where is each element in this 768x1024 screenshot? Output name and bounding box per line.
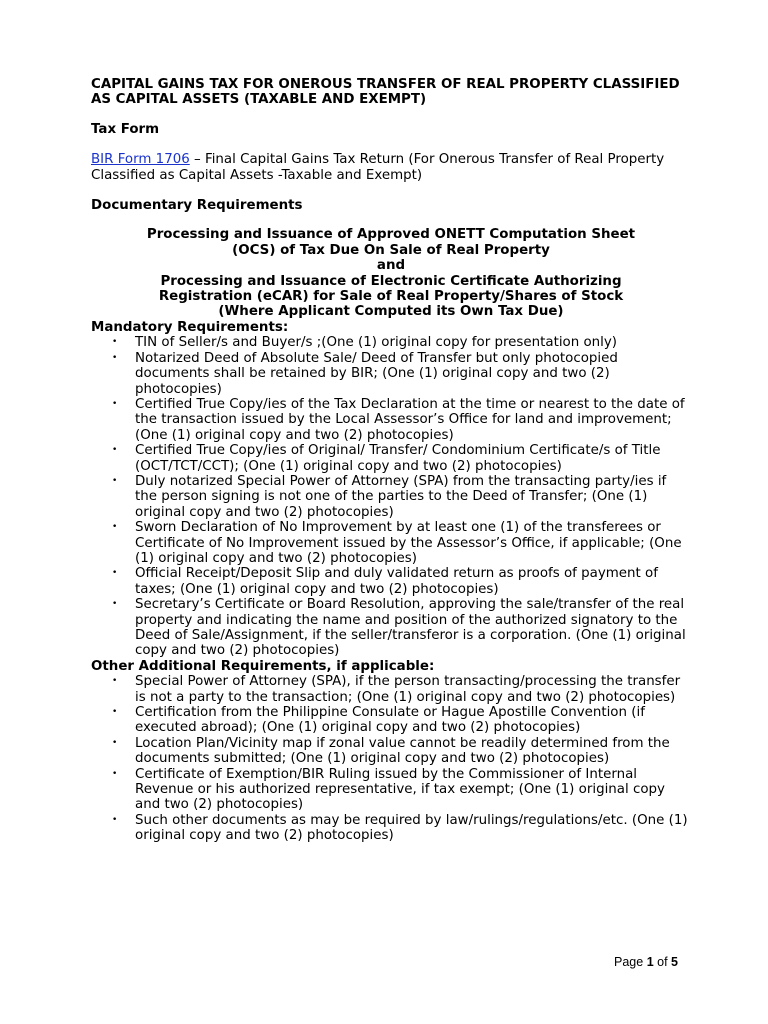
list-item bbox=[112, 766, 691, 813]
total-pages-number: 5 bbox=[671, 955, 678, 969]
mandatory-requirements-heading: Mandatory Requirements: bbox=[91, 319, 289, 335]
list-item-text: Certification from the Philippine Consulate or Hague Apostille Convention (if executed abroad); (One (1) original copy and two (2) photocopies) bbox=[135, 705, 645, 736]
list-item-text: Certified True Copy/ies of the Tax Declaration at the time or nearest to the date of the transaction issued by the Local Assessor’s Office for land and improvement; (One (1) original copy and two (2) photocopies) bbox=[135, 396, 685, 443]
list-item-text: Duly notarized Special Power of Attorney (SPA) from the transacting party/ies if the person signing is not one of the parties to the Deed of Transfer; (One (1) original copy and two (2) photocopies) bbox=[135, 473, 667, 520]
tax-form-paragraph bbox=[91, 152, 691, 183]
list-item bbox=[112, 520, 691, 566]
list-item-text: Certified True Copy/ies of Original/ Transfer/ Condominium Certificate/s of Title (OCT/TCT/CCT); (One (1) original copy and two (2) photocopies) bbox=[135, 443, 661, 474]
tax-form-heading: Tax Form bbox=[91, 122, 160, 138]
list-item-text: Secretary’s Certificate or Board Resolution, approving the sale/transfer of the real property and indicating the name and position of the authorized signatory to the Deed of Sale/Assignment, if the seller/transferor is a corporation. (One (1) original copy and two (2) photocopies) bbox=[135, 597, 686, 659]
bullet-icon: • bbox=[112, 475, 118, 486]
list-item bbox=[112, 812, 691, 844]
list-item-text: TIN of Seller/s and Buyer/s ;(One (1) original copy for presentation only) bbox=[135, 335, 618, 351]
bir-form-1706-link[interactable]: BIR Form 1706 bbox=[91, 152, 190, 168]
list-item bbox=[112, 597, 691, 659]
documentary-requirements-heading: Documentary Requirements bbox=[91, 197, 303, 213]
page-label: Page bbox=[614, 955, 644, 969]
list-item bbox=[112, 674, 691, 705]
list-item bbox=[112, 396, 691, 443]
mandatory-requirements-list bbox=[91, 335, 691, 659]
bullet-icon: • bbox=[112, 768, 118, 779]
list-item bbox=[112, 705, 691, 736]
process-title-line: Processing and Issuance of Electronic Certificate Authorizing bbox=[160, 273, 622, 289]
bullet-icon: • bbox=[112, 522, 118, 533]
list-item-text: Official Receipt/Deposit Slip and duly validated return as proofs of payment of taxes; (One (1) original copy and two (2) photocopies) bbox=[135, 566, 658, 597]
list-item bbox=[112, 335, 691, 351]
list-item-text: Certificate of Exemption/BIR Ruling issued by the Commissioner of Internal Revenue or his authorized representative, if tax exempt; (One (1) original copy and two (2) photocopies) bbox=[135, 766, 665, 813]
bullet-icon: • bbox=[112, 707, 118, 718]
list-item bbox=[112, 566, 691, 597]
process-title-line: and bbox=[376, 258, 406, 274]
bullet-icon: • bbox=[112, 445, 118, 456]
additional-requirements-list bbox=[91, 674, 691, 843]
bullet-icon: • bbox=[112, 737, 118, 748]
process-title-line: (OCS) of Tax Due On Sale of Real Property bbox=[232, 242, 550, 258]
list-item bbox=[112, 473, 691, 520]
list-item-text: Such other documents as may be required by law/rulings/regulations/etc. (One (1) original copy and two (2) photocopies) bbox=[135, 812, 688, 844]
bullet-icon: • bbox=[112, 398, 118, 409]
process-title-block bbox=[91, 227, 691, 319]
bullet-icon: • bbox=[112, 676, 118, 687]
additional-requirements-heading: Other Additional Requirements, if applicable: bbox=[91, 658, 435, 674]
of-label: of bbox=[657, 955, 668, 969]
document-title: CAPITAL GAINS TAX FOR ONEROUS TRANSFER OF REAL PROPERTY CLASSIFIED AS CAPITAL ASSETS (TAXABLE AND EXEMPT) bbox=[91, 77, 680, 108]
list-item bbox=[112, 443, 691, 474]
page-number-footer bbox=[614, 955, 678, 970]
bullet-icon: • bbox=[112, 352, 118, 363]
list-item-text: Notarized Deed of Absolute Sale/ Deed of Transfer but only photocopied documents shall be retained by BIR; (One (1) original copy and two (2) photocopies) bbox=[135, 350, 618, 397]
tax-form-description: – Final Capital Gains Tax Return (For Onerous Transfer of Real Property Classified as Capital Assets -Taxable and Exempt) bbox=[91, 152, 665, 183]
bullet-icon: • bbox=[112, 337, 118, 348]
list-item-text: Sworn Declaration of No Improvement by at least one (1) of the transferees or Certificate of No Improvement issued by the Assessor’s Office, if applicable; (One (1) original copy and two (2) photocopies) bbox=[135, 520, 682, 566]
process-title-line: Processing and Issuance of Approved ONETT Computation Sheet bbox=[146, 227, 636, 243]
list-item-text: Special Power of Attorney (SPA), if the person transacting/processing the transfer is not a party to the transaction; (One (1) original copy and two (2) photocopies) bbox=[135, 674, 681, 705]
list-item bbox=[112, 735, 691, 767]
bullet-icon: • bbox=[112, 814, 118, 825]
current-page-number: 1 bbox=[646, 955, 654, 969]
document-body bbox=[91, 77, 691, 844]
process-title-line: (Where Applicant Computed its Own Tax Due) bbox=[218, 304, 564, 320]
list-item-text: Location Plan/Vicinity map if zonal value cannot be readily determined from the documents submitted; (One (1) original copy and two (2) photocopies) bbox=[135, 735, 670, 767]
list-item bbox=[112, 350, 691, 397]
bullet-icon: • bbox=[112, 599, 118, 610]
bullet-icon: • bbox=[112, 568, 118, 579]
process-title-line: Registration (eCAR) for Sale of Real Property/Shares of Stock bbox=[158, 289, 624, 305]
